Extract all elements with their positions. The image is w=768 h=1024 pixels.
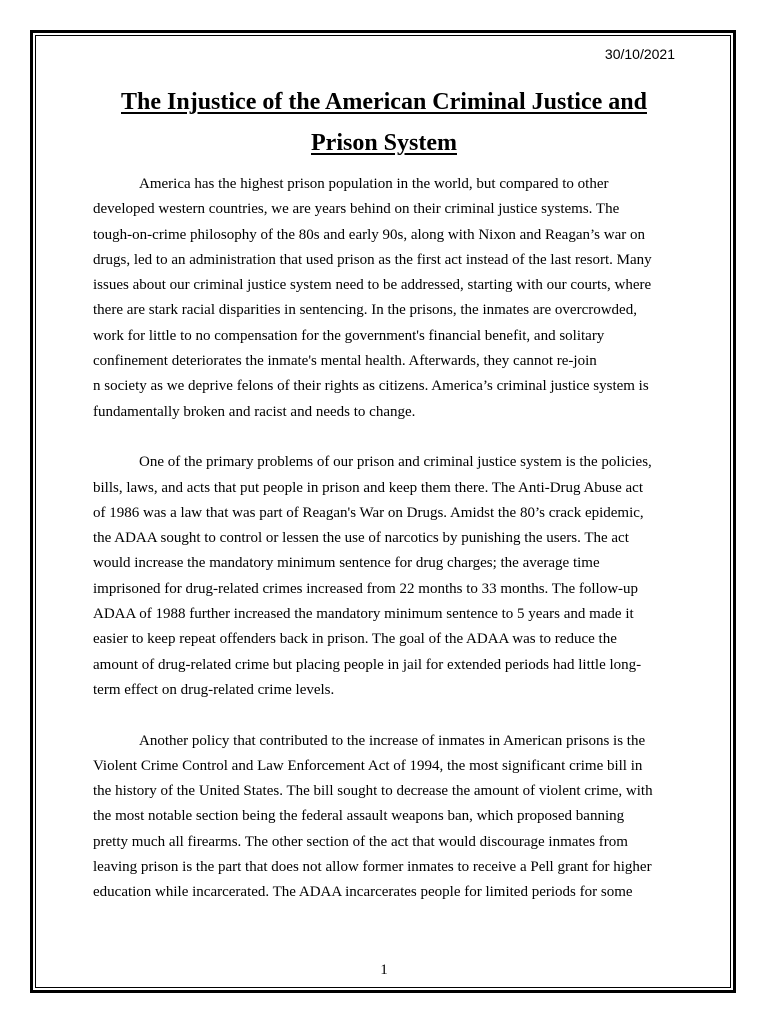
paragraph-line: the ADAA sought to control or lessen the use of narcotics by punishing the users. The act — [93, 530, 629, 547]
paragraph-line: term effect on drug-related crime levels. — [93, 681, 335, 698]
paragraph-line: work for little to no compensation for the government's financial benefit, and solitary — [93, 327, 605, 344]
paragraph-3 — [93, 729, 675, 906]
paragraph-line: One of the primary problems of our prison and criminal justice system is the policies, — [139, 454, 652, 471]
paragraph-1 — [93, 172, 675, 425]
paragraph-line: Another policy that contributed to the increase of inmates in American prisons is the — [139, 732, 646, 749]
document-title — [93, 82, 675, 164]
paragraph-line: there are stark racial disparities in sentencing. In the prisons, the inmates are overcrowded, — [93, 302, 637, 319]
title-line-2: Prison System — [311, 130, 457, 156]
paragraph-2 — [93, 450, 675, 703]
paragraph-line: drugs, led to an administration that used prison as the first act instead of the last resort. Many — [93, 251, 652, 268]
paragraph-line: the history of the United States. The bill sought to decrease the amount of violent crime, with — [93, 783, 653, 800]
paragraph-line: would increase the mandatory minimum sentence for drug charges; the average time — [93, 555, 600, 572]
paragraph-line: amount of drug-related crime but placing people in jail for extended periods had little long- — [93, 656, 642, 673]
paragraph-line: America has the highest prison population in the world, but compared to other — [139, 176, 609, 192]
paragraph-line: bills, laws, and acts that put people in prison and keep them there. The Anti-Drug Abuse act — [93, 479, 644, 496]
page-number: 1 — [380, 962, 388, 978]
paragraph-line: the most notable section being the federal assault weapons ban, which proposed banning — [93, 808, 625, 825]
paragraph-line: Violent Crime Control and Law Enforcement Act of 1994, the most significant crime bill in — [93, 757, 643, 774]
paragraph-line: tough-on-crime philosophy of the 80s and early 90s, along with Nixon and Reagan’s war on — [93, 226, 645, 243]
document-body — [93, 172, 675, 931]
paragraph-line: fundamentally broken and racist and needs to change. — [93, 403, 416, 420]
paragraph-line: ADAA of 1988 further increased the mandatory minimum sentence to 5 years and made it — [93, 606, 634, 623]
paragraph-line: pretty much all firearms. The other section of the act that would discourage inmates from — [93, 833, 628, 850]
paragraph-line: of 1986 was a law that was part of Reagan's War on Drugs. Amidst the 80’s crack epidemic, — [93, 504, 644, 521]
paragraph-line: developed western countries, we are years behind on their criminal justice systems. The — [93, 201, 620, 218]
paragraph-line: n society as we deprive felons of their rights as citizens. America’s criminal justice system is — [93, 378, 649, 395]
title-line-1: The Injustice of the American Criminal Justice and — [121, 89, 647, 115]
paragraph-line: education while incarcerated. The ADAA incarcerates people for limited periods for some — [93, 884, 633, 901]
paragraph-line: easier to keep repeat offenders back in prison. The goal of the ADAA was to reduce the — [93, 631, 617, 648]
paragraph-line: issues about our criminal justice system need to be addressed, starting with our courts, where — [93, 277, 652, 294]
paragraph-line: imprisoned for drug-related crimes increased from 22 months to 33 months. The follow-up — [93, 580, 639, 597]
document-date: 30/10/2021 — [604, 46, 675, 62]
paragraph-line: leaving prison is the part that does not allow former inmates to receive a Pell grant for higher — [93, 859, 652, 876]
paragraph-line: confinement deteriorates the inmate's mental health. Afterwards, they cannot re-join — [93, 353, 597, 370]
